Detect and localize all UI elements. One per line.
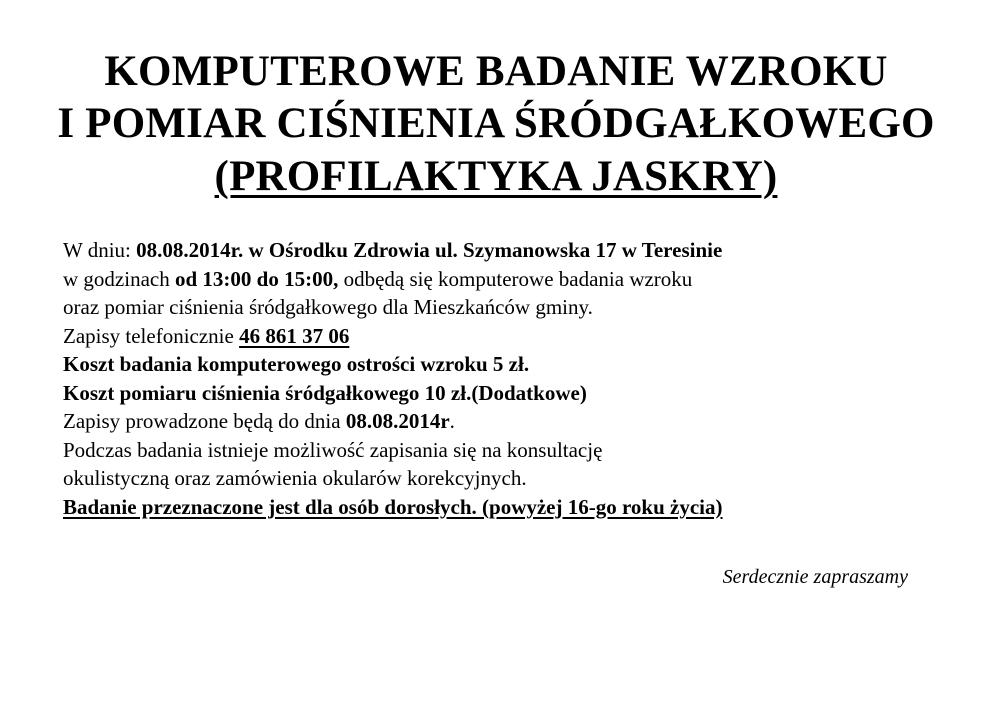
- price-pressure-line: Koszt pomiaru ciśnienia śródgałkowego 10 zł.(Dodatkowe): [63, 380, 587, 405]
- phone-line: [63, 322, 963, 351]
- date-label: W dniu:: [63, 238, 137, 262]
- deadline-date: 08.08.2014r: [345, 409, 450, 433]
- title-line-3: [0, 152, 992, 202]
- title-line-3-text: (PROFILAKTYKA JASKRY): [214, 153, 778, 200]
- price-vision-line: Koszt badania komputerowego ostrości wzroku 5 zł.: [63, 352, 530, 376]
- hours-label: w godzinach: [63, 266, 175, 291]
- description-line: oraz pomiar ciśnienia śródgałkowego dla Mieszkańców gminy.: [63, 295, 593, 319]
- title-line-2: I POMIAR CIŚNIENIA ŚRÓDGAŁKOWEGO: [57, 100, 935, 147]
- consultation-line-1: Podczas badania istnieje możliwość zapisania się na konsultację: [63, 437, 603, 462]
- announcement-body: [63, 236, 963, 521]
- phone-label: Zapisy telefonicznie: [63, 323, 240, 348]
- eligibility-line: Badanie przeznaczone jest dla osób dorosłych. (powyżej 16-go roku życia): [63, 494, 723, 519]
- date-location-line: [63, 236, 963, 265]
- date-location: 08.08.2014r. w Ośrodku Zdrowia ul. Szymanowska 17 w Teresinie: [136, 238, 723, 262]
- phone-number: 46 861 37 06: [239, 323, 350, 348]
- hours-line: [63, 265, 963, 294]
- hours-value: od 13:00 do 15:00,: [174, 266, 339, 291]
- deadline-label: Zapisy prowadzone będą do dnia: [63, 409, 346, 433]
- title-line-1: KOMPUTEROWE BADANIE WZROKU: [104, 48, 888, 95]
- registration-deadline-line: [63, 407, 963, 436]
- hours-suffix: odbędą się komputerowe badania wzroku: [338, 266, 693, 291]
- deadline-suffix: .: [449, 409, 455, 433]
- closing-invitation: Serdecznie zapraszamy: [722, 566, 908, 588]
- consultation-line-2: okulistyczną oraz zamówienia okularów korekcyjnych.: [63, 466, 527, 490]
